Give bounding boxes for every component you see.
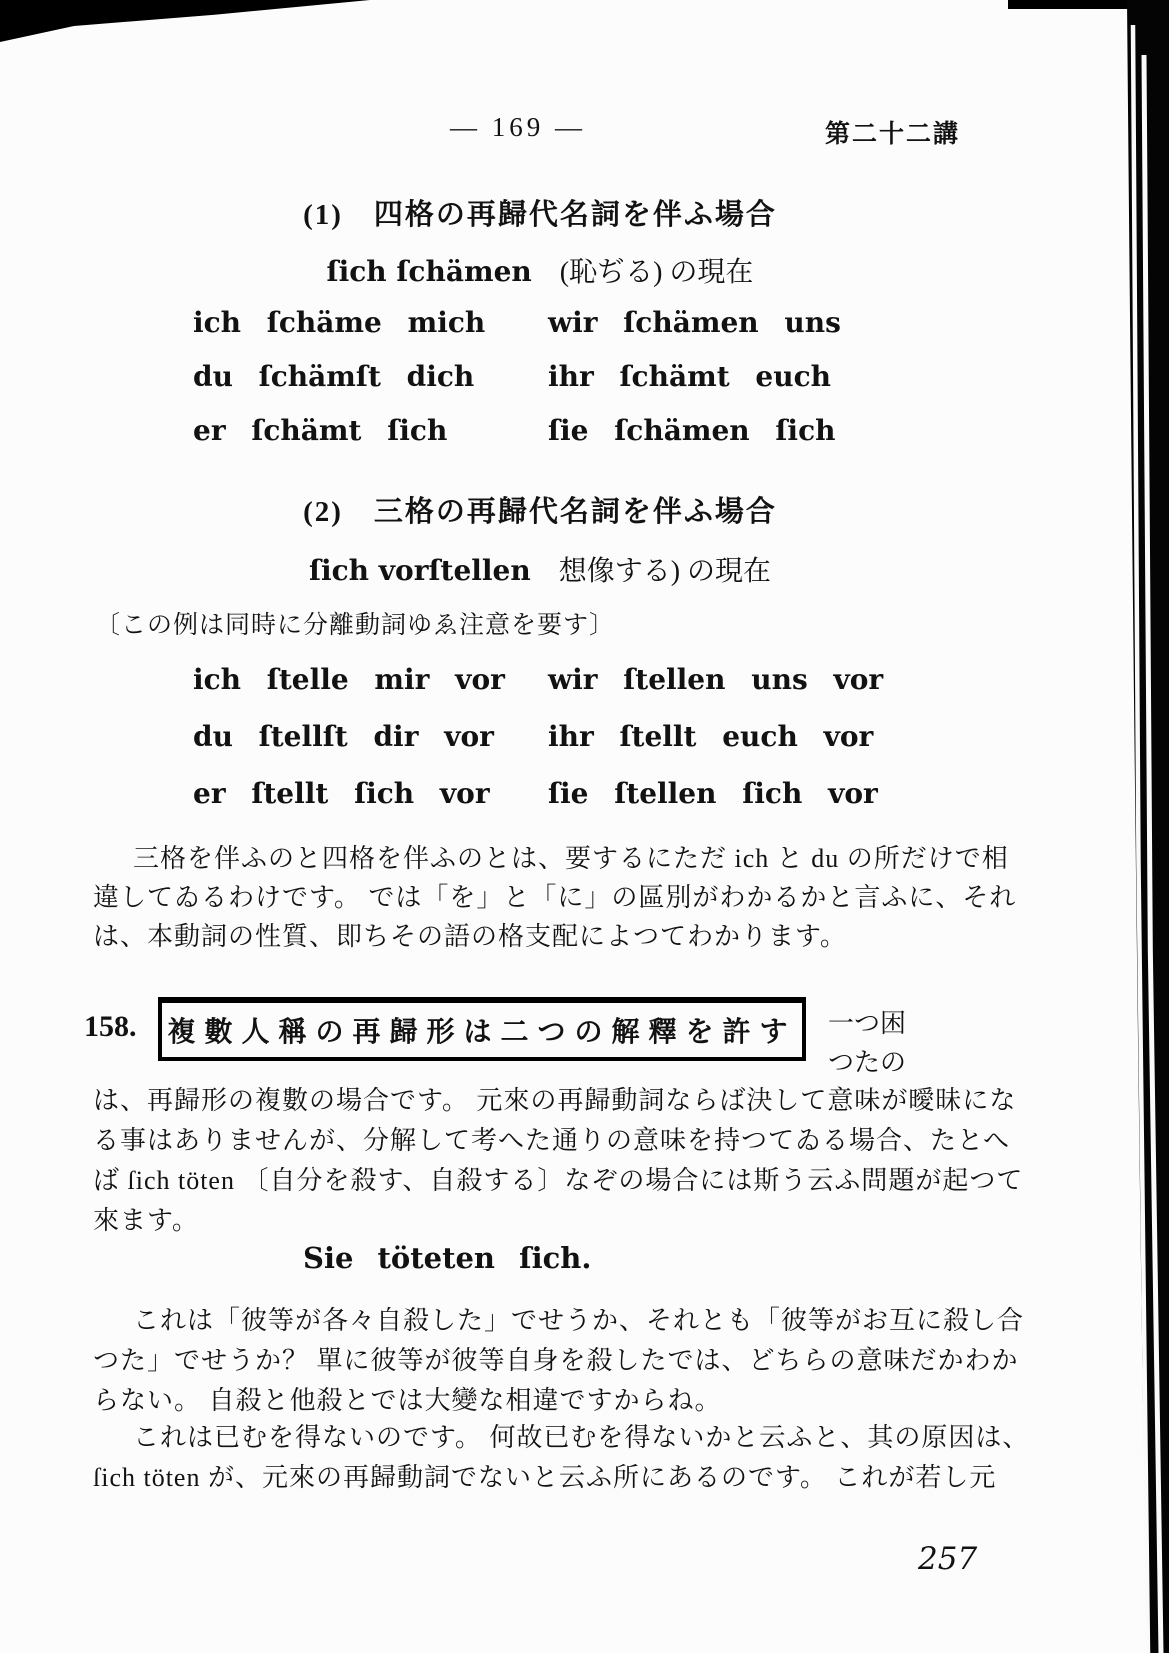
- conjugation-row: [0, 360, 1169, 400]
- conjugation-row: [0, 414, 1169, 454]
- paragraph-line: つた」でせうか？ 單に彼等が彼等自身を殺したでは、どちらの意味だかわか: [93, 1346, 1019, 1375]
- paragraph-line: は、本動詞の性質、即ちその語の格支配によつてわかります。: [93, 922, 847, 951]
- conjugation-row: [0, 720, 1169, 760]
- section-number: 158.: [84, 1010, 137, 1043]
- conjugation-row: [0, 663, 1169, 703]
- paragraph-line: これは「彼等が各々自殺した」でせうか、それとも「彼等がお互に殺し合: [133, 1306, 1025, 1335]
- conjugation-cell-right: wir ſchämen uns: [548, 306, 841, 339]
- section2-subheading: [30, 549, 1050, 589]
- page-header-lesson: 第二十二講: [824, 121, 960, 148]
- conjugation-row: [0, 777, 1169, 817]
- paragraph-line: ば ſich töten 〔自分を殺す、自殺する〕なぞの場合には斯う云ふ問題が起つて: [93, 1166, 1024, 1195]
- paragraph-1: [93, 838, 1088, 955]
- conjugation-cell-right: ihr ſtellt euch vor: [548, 720, 874, 753]
- paragraph-line: 違してゐるわけです。 では「を」と「に」の區別がわかるかと言ふに、それ: [93, 883, 1017, 912]
- section1-heading: (1) 四格の再歸代名詞を伴ふ場合: [303, 199, 777, 231]
- example-sentence: Sie töteten ſich.: [303, 1241, 592, 1275]
- section1-subheading: [30, 250, 1050, 290]
- section2-heading: (2) 三格の再歸代名詞を伴ふ場合: [303, 496, 777, 528]
- paragraph-line: る事はありませんが、分解して考へた通りの意味を持つてゐる場合、たとへ: [93, 1126, 1010, 1155]
- section1-verb-japanese: (恥ぢる) の現在: [531, 257, 754, 288]
- conjugation-cell-right: ſie ſchämen ſich: [548, 414, 836, 447]
- conjugation-cell-left: ich ſchäme mich: [193, 306, 486, 339]
- paragraph-4: [93, 1417, 1088, 1497]
- paragraph-line: 來ます。: [93, 1206, 199, 1235]
- conjugation-cell-left: du ſchämſt dich: [193, 360, 475, 393]
- conjugation-cell-right: ſie ſtellen ſich vor: [548, 777, 878, 810]
- page-number: 257: [918, 1541, 978, 1577]
- section1-verb-german: ſich ſchämen: [326, 255, 532, 288]
- conjugation-cell-left: du ſtellſt dir vor: [193, 720, 494, 753]
- conjugation-cell-right: wir ſtellen uns vor: [548, 663, 884, 696]
- paragraph-line: ſich töten が、元來の再歸動詞でないと云ふ所にあるのです。 これが若し元: [93, 1463, 997, 1492]
- section2-verb-japanese: 想像する) の現在: [530, 556, 772, 587]
- emphasis-box-title: 複數人稱の再歸形は二つの解釋を許す: [167, 1017, 797, 1048]
- paragraph-2: [93, 1080, 1088, 1240]
- conjugation-cell-left: er ſchämt ſich: [193, 414, 448, 447]
- section2-note: 〔この例は同時に分離動詞ゆゑ注意を要す〕: [95, 612, 616, 639]
- conjugation-cell-left: ich ſtelle mir vor: [193, 663, 505, 696]
- box-side-text-line1: 一つ困: [828, 1009, 907, 1038]
- page-header-number: — 169 —: [450, 112, 586, 142]
- paragraph-line: 三格を伴ふのと四格を伴ふのとは、要するにただ ich と du の所だけで相: [133, 844, 1009, 873]
- paragraph-line: は、再歸形の複數の場合です。 元來の再歸動詞ならば決して意味が曖昧にな: [93, 1086, 1017, 1115]
- paragraph-3: [93, 1300, 1088, 1420]
- scan-corner-shadow: [0, 0, 370, 42]
- box-side-text-line2: つたの: [828, 1048, 907, 1077]
- conjugation-cell-right: ihr ſchämt euch: [548, 360, 831, 393]
- conjugation-row: [0, 306, 1169, 346]
- emphasis-box: [158, 997, 806, 1061]
- paragraph-line: らない。 自殺と他殺とでは大變な相違ですからね。: [93, 1386, 722, 1415]
- paragraph-line: これは已むを得ないのです。 何故已むを得ないかと云ふと、其の原因は、: [133, 1423, 1030, 1452]
- conjugation-cell-left: er ſtellt ſich vor: [193, 777, 490, 810]
- scan-book-edge: [1117, 0, 1169, 1653]
- section2-verb-german: ſich vorſtellen: [308, 554, 531, 587]
